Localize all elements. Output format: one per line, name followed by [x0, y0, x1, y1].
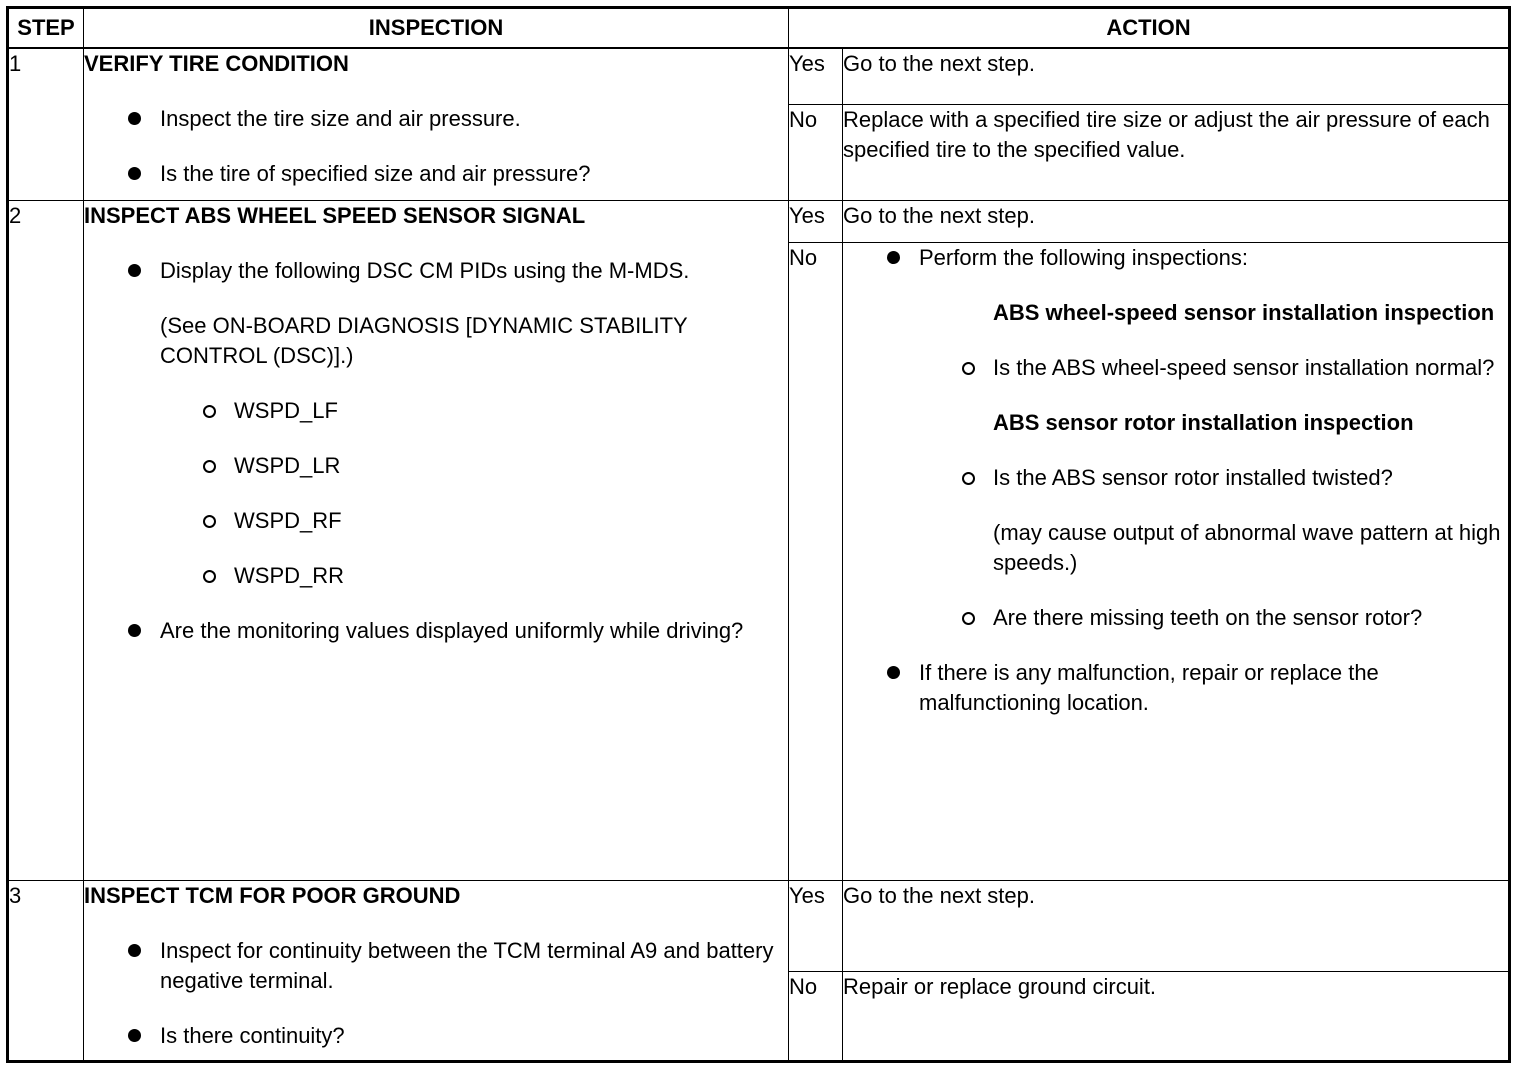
no-label: No	[789, 242, 843, 880]
see-note: (See ON-BOARD DIAGNOSIS [DYNAMIC STABILITY CONTROL (DSC)].)	[160, 312, 688, 368]
check-item: Is the ABS wheel-speed sensor installation normal?	[843, 353, 1508, 383]
yes-label: Yes	[789, 48, 843, 104]
yes-action: Go to the next step.	[843, 200, 1510, 242]
header-step: STEP	[8, 8, 84, 49]
header-row	[8, 8, 1510, 49]
step-1-yes-row	[8, 48, 1510, 104]
bullet-item: Inspect for continuity between the TCM terminal A9 and battery negative terminal.	[84, 936, 788, 996]
bullet-item: Is there continuity?	[84, 1021, 788, 1051]
diagnostic-table	[6, 6, 1511, 1063]
bullet-item: Perform the following inspections:	[843, 243, 1508, 273]
step-number: 2	[8, 200, 84, 880]
pid-item: WSPD_LR	[84, 451, 788, 481]
step-number: 3	[8, 880, 84, 1062]
yes-label: Yes	[789, 880, 843, 971]
inspection-heading: ABS wheel-speed sensor installation inspection	[993, 299, 1495, 325]
step-title: INSPECT TCM FOR POOR GROUND	[84, 882, 461, 908]
bullet-item: Is the tire of specified size and air pressure?	[84, 159, 788, 189]
step-2-inspection	[84, 200, 789, 880]
check-item: Is the ABS sensor rotor installed twisted?	[843, 463, 1508, 493]
yes-label: Yes	[789, 200, 843, 242]
step-number: 1	[8, 48, 84, 200]
header-inspection: INSPECTION	[84, 8, 789, 49]
bullet-item: Are the monitoring values displayed uniformly while driving?	[84, 616, 788, 646]
pid-item: WSPD_RF	[84, 506, 788, 536]
no-action: Repair or replace ground circuit.	[843, 971, 1510, 1062]
pid-item: WSPD_RR	[84, 561, 788, 591]
step-title: INSPECT ABS WHEEL SPEED SENSOR SIGNAL	[84, 202, 586, 228]
step-1-inspection	[84, 48, 789, 200]
bullet-item: Inspect the tire size and air pressure.	[84, 104, 788, 134]
inspection-heading: ABS sensor rotor installation inspection	[993, 409, 1414, 435]
header-action: ACTION	[789, 8, 1510, 49]
check-item: Are there missing teeth on the sensor rotor?	[843, 603, 1508, 633]
pid-item: WSPD_LF	[84, 396, 788, 426]
check-note: (may cause output of abnormal wave pattern at high speeds.)	[993, 519, 1501, 575]
no-label: No	[789, 104, 843, 200]
bullet-item: Display the following DSC CM PIDs using the M-MDS.	[84, 256, 788, 286]
step-2-yes-row	[8, 200, 1510, 242]
step-3-inspection	[84, 880, 789, 1062]
no-label: No	[789, 971, 843, 1062]
yes-action: Go to the next step.	[843, 48, 1510, 104]
no-action: Replace with a specified tire size or adjust the air pressure of each specified tire to the specified value.	[843, 104, 1510, 200]
no-action	[843, 242, 1510, 880]
step-title: VERIFY TIRE CONDITION	[84, 51, 349, 76]
yes-action: Go to the next step.	[843, 880, 1510, 971]
bullet-item: If there is any malfunction, repair or replace the malfunctioning location.	[843, 658, 1508, 718]
step-3-yes-row	[8, 880, 1510, 971]
